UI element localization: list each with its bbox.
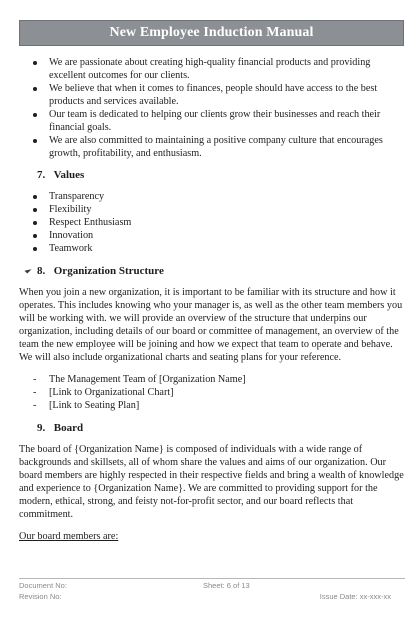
list-item: We believe that when it comes to finances, people should have access to the best products and services available. [19,82,405,108]
issue-date: Issue Date: xx-xxx-xx [319,592,391,601]
sheet-number: Sheet: 6 of 13 [203,581,250,590]
list-item: Teamwork [19,242,405,255]
list-item: We are also committed to maintaining a positive company culture that encourages growth, profitability, and enthusiasm. [19,134,405,160]
section-title: Board [53,422,84,434]
section-heading-values [37,168,405,182]
collapse-triangle-icon[interactable] [24,266,31,273]
values-list [19,190,405,255]
section-heading-organization-structure[interactable] [37,264,405,278]
list-item: Innovation [19,229,405,242]
section-title: Values [53,169,85,181]
list-item: Transparency [19,190,405,203]
list-item: Flexibility [19,203,405,216]
organization-link-list [19,373,405,412]
document-number: Document No: [19,581,67,590]
list-item: - [Link to Organizational Chart] [19,386,405,399]
document-title: New Employee Induction Manual [109,25,314,40]
footer-row-2 [19,591,405,602]
header-banner [19,20,404,46]
section-number: 9. [37,422,46,434]
intro-bullet-list [19,56,405,160]
organization-paragraph: When you join a new organization, it is important to be familiar with its structure and how it operates. This includes knowing who your manager is, as well as the other team members you will be working with. we will provide an overview of the structure that underpins our organization, including details of our board or committee of management, an overview of the team the new employee will be joining and how we expect that team to operate and behave. We will also include organizational charts and seating plans for your reference. [19,287,403,363]
board-members-label: Our board members are: [19,531,119,542]
list-item: We are passionate about creating high-quality financial products and providing excellent outcomes for our clients. [19,56,405,82]
section-title: Organization Structure [53,265,164,277]
document-content [19,56,405,543]
list-item: Respect Enthusiasm [19,216,405,229]
list-item: Our team is dedicated to helping our clients grow their businesses and reach their financial goals. [19,108,405,134]
section-number: 8. [37,265,46,277]
revision-number: Revision No: [19,592,62,601]
list-item: - [Link to Seating Plan] [19,399,405,412]
board-paragraph: The board of {Organization Name} is composed of individuals with a wide range of backgrounds and skillsets, all of whom share the values and aims of our organization. Our board members are highly respected in their respective fields and bring a wealth of knowledge and experience to {Organization Name}. We are committed to providing support for the modern, ethical, strong, and feisty not-for-profit sector, and our board reflects that commitment. [19,444,404,520]
list-item: - The Management Team of [Organization Name] [19,373,405,386]
section-heading-board [37,421,405,435]
section-number: 7. [37,169,46,181]
page-footer [19,578,405,602]
footer-row-1 [19,580,405,591]
